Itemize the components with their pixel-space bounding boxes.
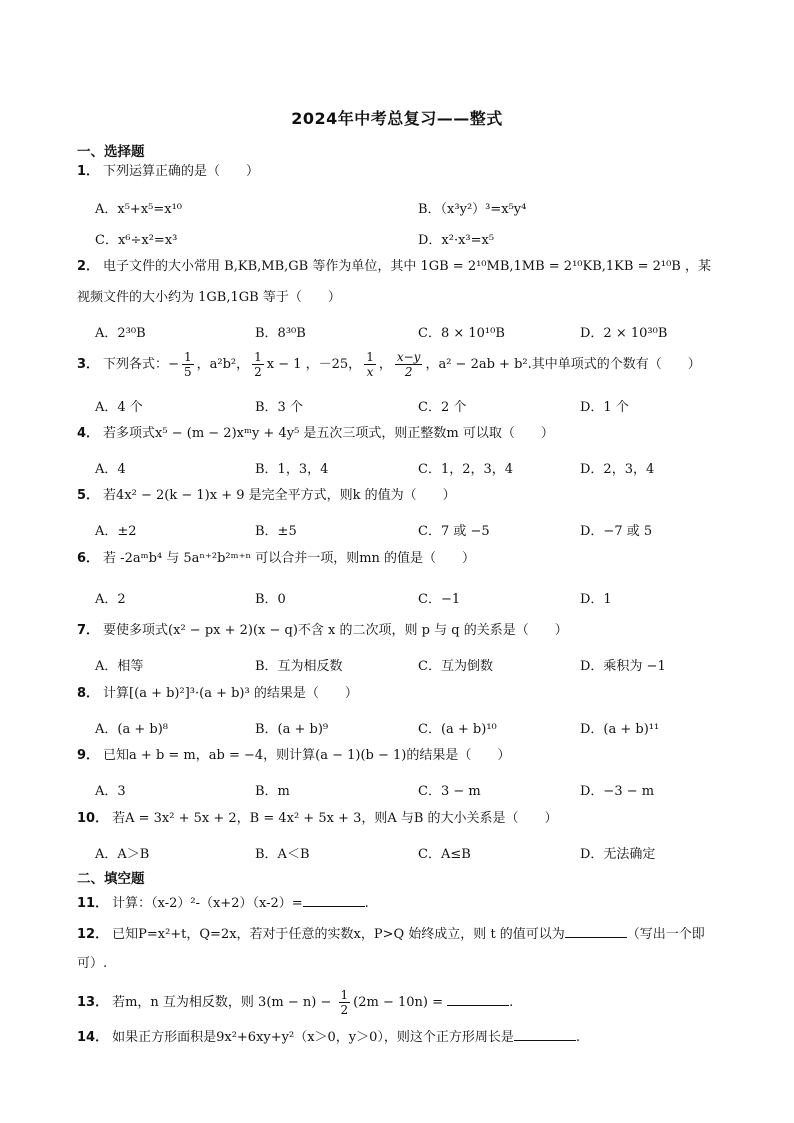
question-number: 9． <box>77 748 100 763</box>
option-a: A．(a + b)⁸ <box>95 722 168 737</box>
option-c: C．x⁶÷x²=x³ <box>95 233 178 248</box>
question-stem: 已知a + b = m，ab = −4，则计算(a − 1)(b − 1)的结果是（ ） <box>103 748 511 763</box>
option-d: D．2 × 10³⁰B <box>580 326 668 341</box>
question-number: 7． <box>77 623 100 638</box>
option-b: B．±5 <box>255 524 297 539</box>
question-number: 4． <box>77 426 100 441</box>
option-c: C．A≤B <box>418 847 471 862</box>
question-2 <box>77 258 754 276</box>
question-stem: 若m，n 互为相反数，则 3(m − n) − <box>112 995 336 1010</box>
option-c: C．3 − m <box>418 784 481 799</box>
question-stem: 已知P=x²+t，Q=2x，若对于任意的实数x，P>Q 始终成立，则 t 的值可以为 <box>112 927 565 942</box>
option-b: B．8³⁰B <box>255 326 306 341</box>
answer-blank[interactable] <box>303 894 365 907</box>
question-stem: 下列运算正确的是（ ） <box>103 164 260 179</box>
option-d: D．1 个 <box>580 400 629 415</box>
question-stem: 若4x² − 2(k − 1)x + 9 是完全平方式，则k 的值为（ ） <box>103 488 456 503</box>
option-b: B．m <box>255 784 290 799</box>
option-c: C．互为倒数 <box>418 659 493 674</box>
question-stem: 若 -2aᵐb⁴ 与 5aⁿ⁺²b²ᵐ⁺ⁿ 可以合并一项，则mn 的值是（ ） <box>103 551 476 566</box>
option-a: A．2³⁰B <box>95 326 146 341</box>
question-11: 11． 计算：（x-2）²-（x+2）（x-2）= . <box>77 896 369 911</box>
section-heading-choice: 一、选择题 <box>77 144 145 160</box>
option-c: C．(a + b)¹⁰ <box>418 722 497 737</box>
question-number: 11． <box>77 896 109 911</box>
option-c: C．2 个 <box>418 400 467 415</box>
question-2-line-2: 视频文件的大小约为 1GB,1GB 等于（ ） <box>77 290 341 305</box>
question-number: 10． <box>77 811 109 826</box>
option-d: D．(a + b)¹¹ <box>580 722 660 737</box>
option-c: C．1，2，3，4 <box>418 462 514 477</box>
option-a: A．相等 <box>95 659 144 674</box>
question-stem: 如果正方形面积是9x²+6xy+y²（x＞0，y＞0），则这个正方形周长是 <box>112 1030 514 1045</box>
question-stem: 计算[(a + b)²]³·(a + b)³ 的结果是（ ） <box>103 686 358 701</box>
question-number: 8． <box>77 686 100 701</box>
option-b: B．1，3，4 <box>255 462 329 477</box>
question-5 <box>77 487 754 505</box>
question-number: 14． <box>77 1030 109 1045</box>
question-stem: 电子文件的大小常用 B,KB,MB,GB 等作为单位，其中 1GB = 2¹⁰MB,1MB = 2¹⁰KB,1KB = 2¹⁰B ，某 <box>103 259 711 274</box>
question-8 <box>77 685 754 703</box>
option-b: B．A＜B <box>255 847 310 862</box>
option-c: C．8 × 10¹⁰B <box>418 326 505 341</box>
question-stem: 若多项式x⁵ − (m − 2)xᵐy + 4y⁵ 是五次三项式，则正整数m 可以取（ ） <box>103 426 554 441</box>
option-d: D．−3 − m <box>580 784 655 799</box>
option-a: A．A＞B <box>95 847 150 862</box>
option-a: A．x⁵+x⁵=x¹⁰ <box>95 202 183 217</box>
answer-blank[interactable] <box>447 993 509 1006</box>
question-number: 6． <box>77 551 100 566</box>
fraction: $\frac{1}{x}$ <box>366 350 374 379</box>
option-d: D．1 <box>580 592 612 607</box>
option-d: D．2，3，4 <box>580 462 655 477</box>
question-9 <box>77 747 754 765</box>
option-d: D．无法确定 <box>580 847 656 862</box>
option-a: A．2 <box>95 592 126 607</box>
question-10 <box>77 810 754 828</box>
question-13: 13． 若m，n 互为相反数，则 3(m − n) − $\frac{1}{2}$ (2m − 10n) = . <box>77 988 514 1017</box>
option-d: D．乘积为 −1 <box>580 659 666 674</box>
question-stem: 下列各式： <box>103 357 169 372</box>
question-12: 12． 已知P=x²+t，Q=2x，若对于任意的实数x，P>Q 始终成立，则 t 的值可以为 （写出一个即 <box>77 927 705 942</box>
section-heading-fill: 二、填空题 <box>77 871 145 887</box>
question-stem: 计算：（x-2）²-（x+2）（x-2）= <box>112 896 303 911</box>
question-7 <box>77 622 754 640</box>
question-number: 13． <box>77 995 109 1010</box>
option-b: B．互为相反数 <box>255 659 343 674</box>
option-a: A．4 个 <box>95 400 143 415</box>
option-d: D．−7 或 5 <box>580 524 653 539</box>
option-b: B．（x³y²）³=x⁵y⁴ <box>418 202 527 217</box>
option-b: B．(a + b)⁹ <box>255 722 329 737</box>
fraction: $\frac{1}{2}$ <box>340 988 349 1017</box>
option-b: B．0 <box>255 592 286 607</box>
answer-blank[interactable] <box>514 1028 576 1041</box>
question-4 <box>77 425 754 443</box>
question-number: 2． <box>77 259 100 274</box>
option-c: C．7 或 −5 <box>418 524 490 539</box>
question-number: 12． <box>77 927 109 942</box>
answer-blank[interactable] <box>565 925 627 938</box>
fraction: $\frac{x-y}{2}$ <box>396 350 421 379</box>
question-number: 3． <box>77 357 100 372</box>
question-1 <box>77 163 754 181</box>
question-14: 14． 如果正方形面积是9x²+6xy+y²（x＞0，y＞0），则这个正方形周长是 . <box>77 1030 581 1045</box>
question-stem: 若A = 3x² + 5x + 2，B = 4x² + 5x + 3，则A 与B 的大小关系是（ ） <box>112 811 558 826</box>
question-stem: 要使多项式(x² − px + 2)(x − q)不含 x 的二次项，则 p 与 q 的关系是（ ） <box>103 623 568 638</box>
question-number: 5． <box>77 488 100 503</box>
option-b: B．3 个 <box>255 400 303 415</box>
fraction: $\frac{1}{5}$ <box>183 350 192 379</box>
fraction: $\frac{1}{2}$ <box>254 350 262 379</box>
option-c: C．−1 <box>418 592 461 607</box>
option-a: A．3 <box>95 784 126 799</box>
question-6 <box>77 550 754 568</box>
option-a: A．±2 <box>95 524 137 539</box>
document-title: 2024年中考总复习——整式 <box>291 109 503 128</box>
question-3: 3． 下列各式：− $\frac{1}{5}$ ，a²b²， $\frac{1}{2}$ x − 1 ，－25， $\frac{1}{x}$ ， $\frac{x-y}{2}$ ，a² − 2ab + b².其中单项式的个数有（ ） <box>77 350 701 379</box>
option-a: A．4 <box>95 462 126 477</box>
question-12-line-2: 可）. <box>77 956 108 971</box>
option-d: D．x²·x³=x⁵ <box>418 233 495 248</box>
question-number: 1． <box>77 164 100 179</box>
